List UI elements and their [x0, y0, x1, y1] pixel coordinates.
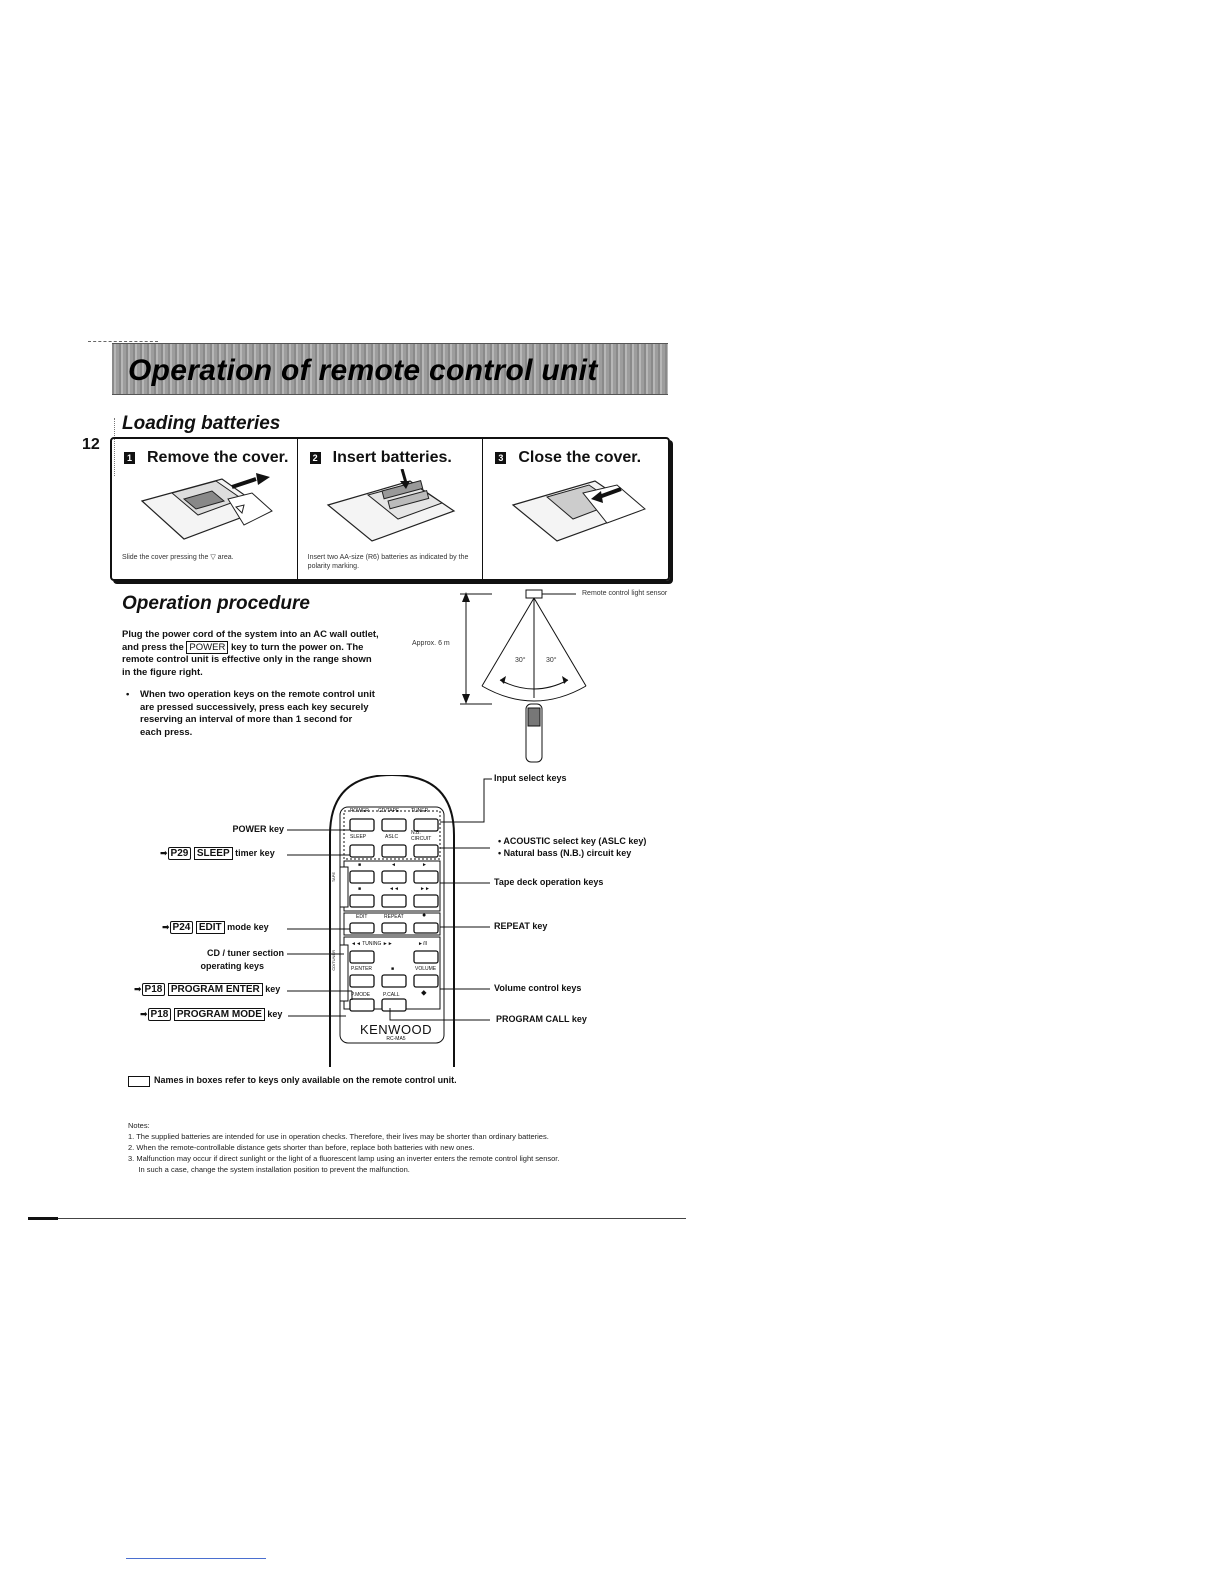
step-close-cover	[483, 439, 668, 579]
angle-right-label: 30°	[546, 657, 557, 664]
note-item: 2. When the remote-controllable distance gets shorter than before, replace both batteries with new ones.	[128, 1143, 475, 1152]
remote-vol-arrows-icon: ⬥	[421, 988, 427, 997]
angle-left-label: 30°	[515, 657, 526, 664]
remote-cdtape-label: CD/TAPE	[378, 808, 400, 814]
insert-batteries-illustration	[318, 469, 468, 549]
notes-heading: Notes:	[128, 1121, 150, 1130]
callout-input-select: Input select keys	[494, 773, 567, 783]
loading-batteries-title: Loading batteries	[122, 413, 281, 434]
step-caption: Slide the cover pressing the ▽ area.	[122, 554, 234, 561]
remote-rew-label: ◄◄	[389, 886, 399, 892]
remote-nb-label: N.B. CIRCUIT	[411, 830, 432, 842]
page-number: 12	[82, 436, 100, 453]
step-insert-batteries	[298, 439, 484, 579]
remote-tuning-label: ◄◄ TUNING ►►	[351, 941, 393, 947]
page-title: Operation of remote control unit	[128, 354, 598, 387]
legend-box-icon	[128, 1076, 150, 1087]
note-item: In such a case, change the system installation position to prevent the malfunction.	[128, 1165, 410, 1174]
remote-rev-label: ◄	[391, 862, 396, 868]
step-remove-cover	[112, 439, 298, 579]
step-number: 2	[310, 452, 321, 464]
callout-edit: ➡ P24 EDIT mode key	[162, 922, 269, 933]
step-number: 3	[495, 452, 506, 464]
remote-side-cd-label: CD/TUNER	[331, 950, 336, 971]
remote-penter-label: P.ENTER	[351, 966, 373, 972]
bottom-link-line	[126, 1558, 266, 1559]
remote-ff-label: ►►	[420, 886, 430, 892]
sensor-label: Remote control light sensor	[582, 590, 668, 597]
range-diagram	[400, 588, 690, 768]
callout-sleep: ➡ P29 SLEEP timer key	[160, 848, 275, 859]
distance-label: Approx. 6 m	[412, 640, 450, 647]
note-item: 1. The supplied batteries are intended for use in operation checks. Therefore, their lives may be shorter than ordinary batteries.	[128, 1132, 549, 1141]
notes	[128, 1120, 688, 1175]
callout-program-call: PROGRAM CALL key	[496, 1014, 587, 1024]
remote-pmode-label: P.MODE	[351, 992, 371, 998]
operation-procedure-title: Operation procedure	[122, 593, 310, 614]
remote-edit-label: EDIT	[356, 914, 368, 920]
remote-volume-label: VOLUME	[415, 966, 437, 972]
callout-tape-deck: Tape deck operation keys	[494, 877, 604, 887]
remove-cover-illustration	[132, 469, 282, 549]
callout-program-mode: ➡ P18 PROGRAM MODE key	[140, 1009, 283, 1020]
footer-mark	[28, 1217, 58, 1220]
remote-stop-label: ■	[358, 862, 362, 868]
footer-rule	[28, 1218, 686, 1219]
step-number: 1	[124, 452, 135, 464]
legend-text: Names in boxes refer to keys only available on the remote control unit.	[154, 1075, 457, 1085]
note-item: 3. Malfunction may occur if direct sunlight or the light of a fluorescent lamp using an inverter enters the remote control light sensor.	[128, 1154, 560, 1163]
callout-nb: • Natural bass (N.B.) circuit key	[498, 848, 632, 858]
remote-tuner-label: TUNER	[411, 808, 429, 814]
callout-power-key: POWER key	[232, 824, 284, 834]
callout-aslc: • ACOUSTIC select key (ASLC key)	[498, 836, 647, 846]
remote-repeat-label: REPEAT	[384, 914, 404, 920]
callout-cd-tuner-2: operating keys	[200, 961, 264, 971]
procedure-paragraph: Plug the power cord of the system into an AC wall outlet, and press the POWER key to turn the power on. The remote control unit is effective only in the range shown in the figure right.	[122, 629, 379, 678]
header-dash-line	[88, 341, 158, 342]
remote-playpause-label: ►/II	[418, 941, 428, 947]
step-caption: Insert two AA-size (R6) batteries as indicated by the polarity marking.	[307, 554, 469, 570]
remote-model: RC-MA5	[386, 1036, 406, 1042]
remote-pcall-label: P.CALL	[383, 992, 400, 998]
close-cover-illustration	[503, 469, 653, 549]
step-title: Insert batteries.	[332, 449, 452, 466]
step-title: Remove the cover.	[147, 449, 289, 466]
remote-power-label: POWER	[350, 808, 369, 814]
remote-rec-label: ●	[422, 912, 427, 919]
remote-side-tape-label: TAPE	[331, 872, 336, 883]
remote-stop2-label: ■	[358, 886, 362, 892]
callout-program-enter: ➡ P18 PROGRAM ENTER key	[134, 984, 281, 995]
remote-cdstop-label: ■	[391, 966, 395, 972]
battery-steps-panel	[110, 437, 670, 581]
power-key-name: POWER	[186, 641, 228, 654]
remote-aslc-label: ASLC	[385, 834, 399, 840]
remote-brand: KENWOOD	[359, 1022, 433, 1037]
remote-play-label: ►	[422, 862, 427, 868]
step-title: Close the cover.	[518, 449, 642, 466]
remote-sleep-label: SLEEP	[350, 834, 367, 840]
callout-repeat: REPEAT key	[494, 921, 548, 931]
procedure-bullet: • When two operation keys on the remote control unit are pressed successively, press each key securely reserving an interval of more than 1 second for each press.	[126, 689, 375, 738]
callout-cd-tuner-1: CD / tuner section	[206, 948, 284, 958]
callout-volume: Volume control keys	[494, 983, 582, 993]
